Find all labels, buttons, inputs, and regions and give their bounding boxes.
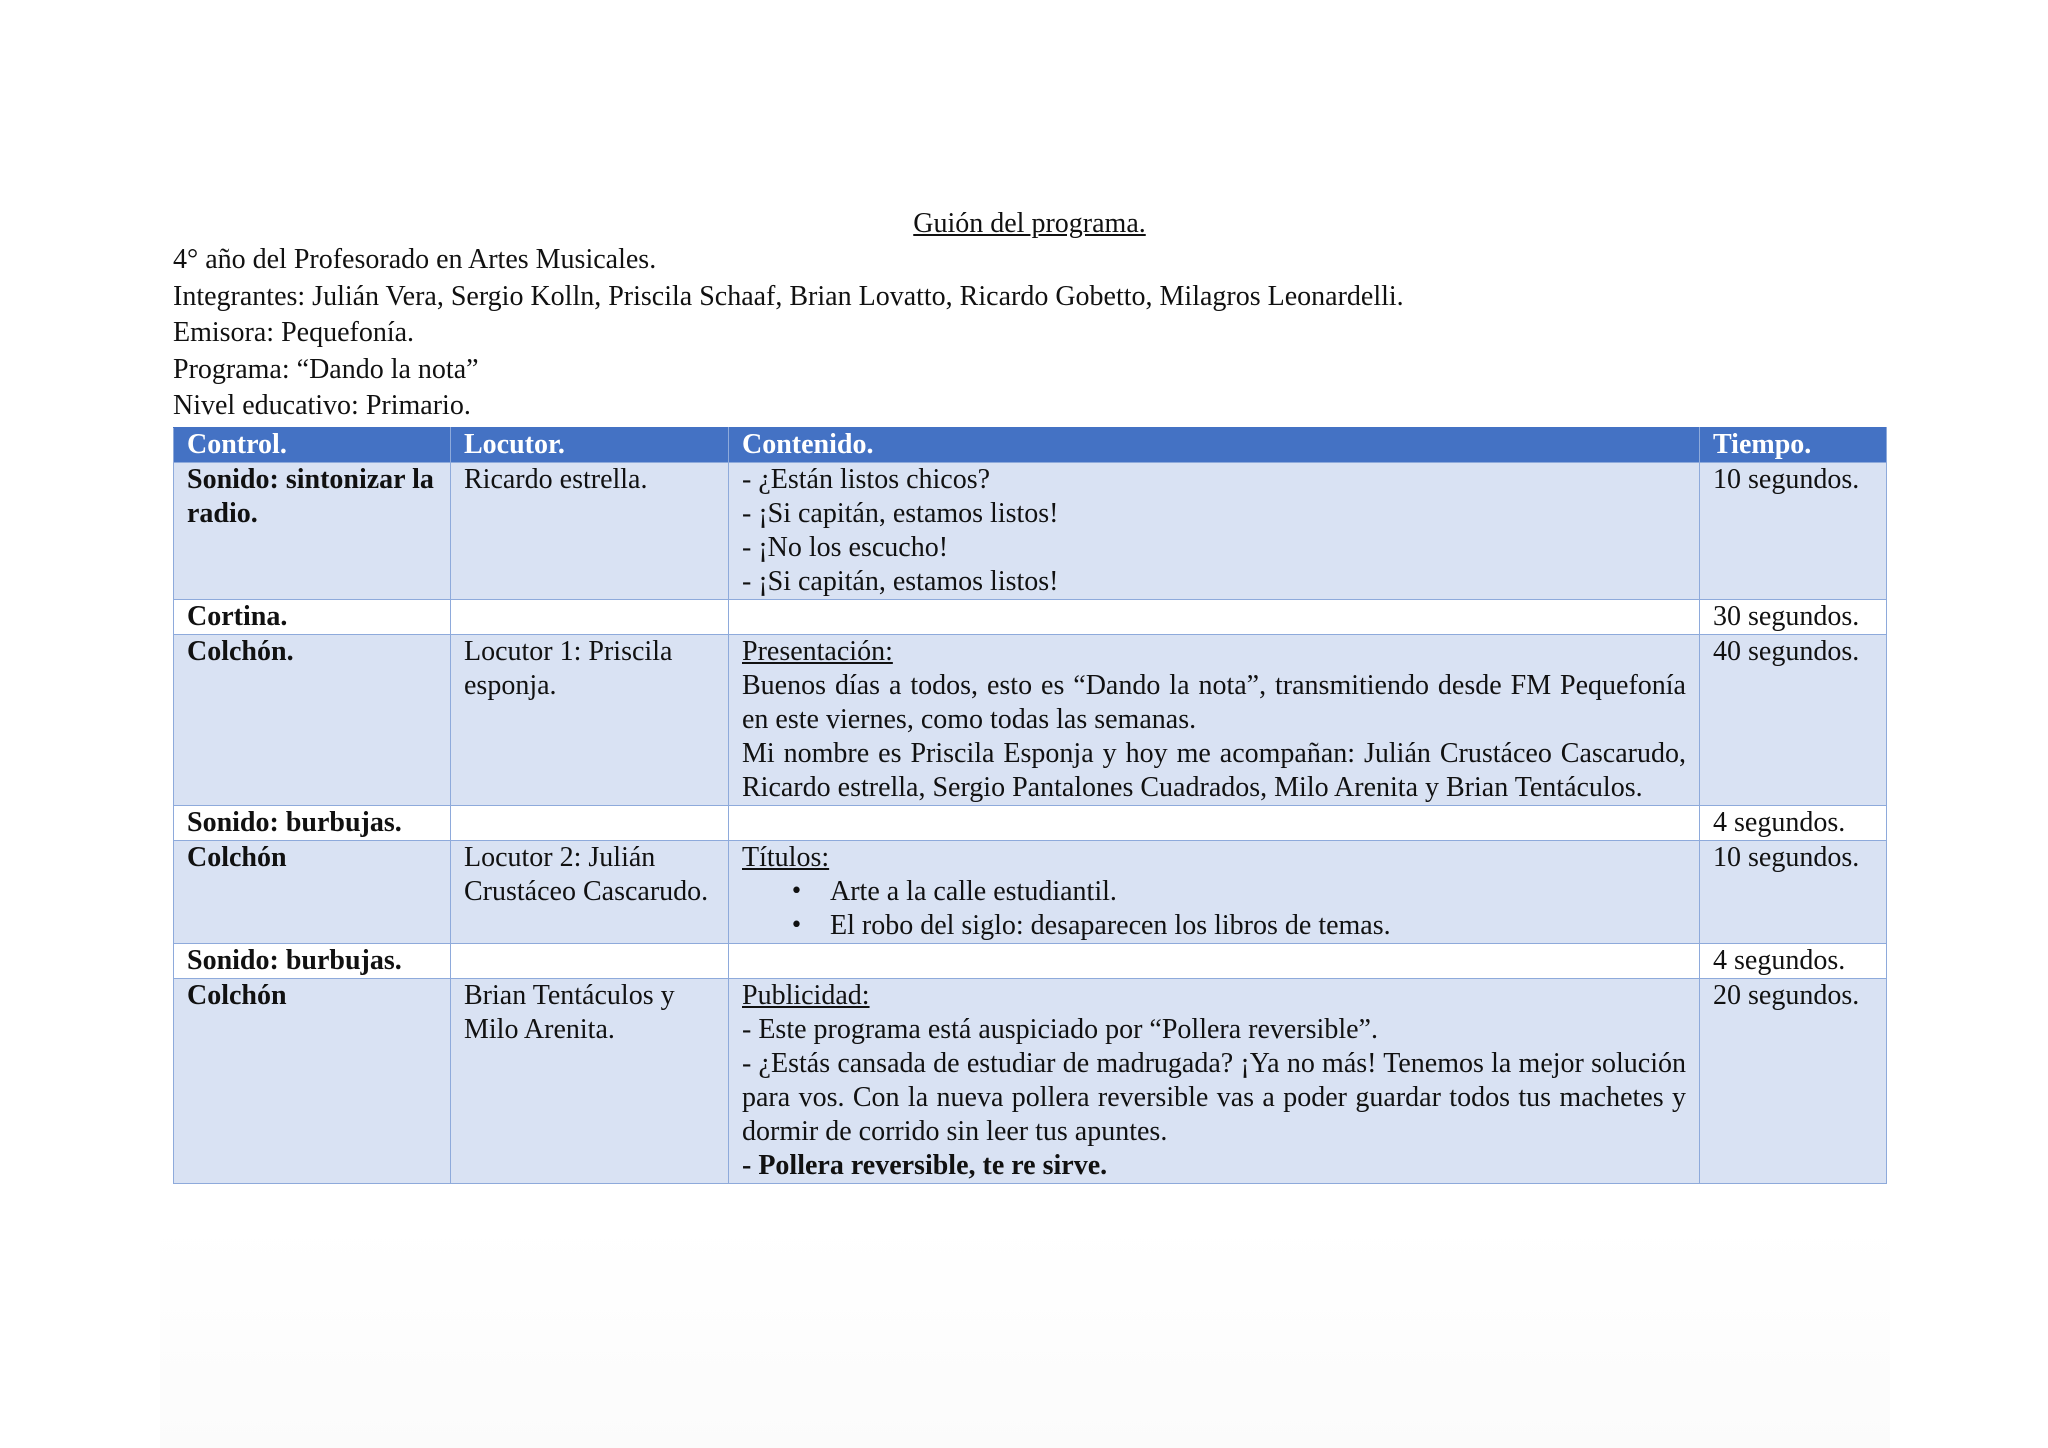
cell-contenido <box>729 840 1700 943</box>
list-item: • Arte a la calle estudiantil. <box>830 875 1686 909</box>
cell-control: Sonido: burbujas. <box>174 805 451 840</box>
titles-list <box>742 875 1686 943</box>
cell-tiempo: 20 segundos. <box>1700 978 1887 1183</box>
content-line: - Este programa está auspiciado por “Pollera reversible”. <box>742 1013 1378 1045</box>
cell-control: Colchón <box>174 840 451 943</box>
table-header-row <box>174 427 1887 462</box>
list-item: • El robo del siglo: desaparecen los libros de temas. <box>830 909 1686 943</box>
content-paragraph: Buenos días a todos, esto es “Dando la nota”, transmitiendo desde FM Pequefonía en este viernes, como todas las semanas. <box>742 669 1686 735</box>
header-contenido: Contenido. <box>729 427 1700 462</box>
script-table <box>173 427 1887 1184</box>
cell-contenido <box>729 634 1700 805</box>
cell-locutor: Locutor 2: Julián Crustáceo Cascarudo. <box>451 840 729 943</box>
cell-locutor <box>451 599 729 634</box>
content-line: - ¡Si capitán, estamos listos! <box>742 565 1059 597</box>
document-title: Guión del programa. <box>913 208 1146 239</box>
table-row <box>174 634 1887 805</box>
cell-control: Colchón <box>174 978 451 1183</box>
cell-contenido <box>729 978 1700 1183</box>
info-station: Emisora: Pequefonía. <box>173 317 415 348</box>
content-paragraph: Mi nombre es Priscila Esponja y hoy me acompañan: Julián Crustáceo Cascarudo, Ricardo estrella, Sergio Pantalones Cuadrados, Milo Arenita y Brian Tentáculos. <box>742 737 1686 803</box>
content-line: - ¡Si capitán, estamos listos! <box>742 497 1059 529</box>
cell-locutor <box>451 805 729 840</box>
cell-control: Cortina. <box>174 599 451 634</box>
content-paragraph: - ¿Estás cansada de estudiar de madrugada? ¡Ya no más! Tenemos la mejor solución para vos. Con la nueva pollera reversible vas a poder guardar todos tus machetes y dormir de corrido sin leer tus apuntes. <box>742 1047 1686 1147</box>
content-line: - ¡No los escucho! <box>742 531 949 563</box>
table-row <box>174 840 1887 943</box>
cell-control: Colchón. <box>174 634 451 805</box>
cell-tiempo: 30 segundos. <box>1700 599 1887 634</box>
slogan-dash: - <box>742 1149 759 1181</box>
cell-locutor: Ricardo estrella. <box>451 462 729 599</box>
page-bottom-area <box>160 1225 1890 1448</box>
content-heading: Publicidad: <box>742 979 870 1011</box>
document-body <box>173 206 1886 1184</box>
content-line: - ¿Están listos chicos? <box>742 463 991 495</box>
table-row <box>174 943 1887 978</box>
info-members: Integrantes: Julián Vera, Sergio Kolln, Priscila Schaaf, Brian Lovatto, Ricardo Gobetto, Milagros Leonardelli. <box>173 280 1404 312</box>
cell-control: Sonido: burbujas. <box>174 943 451 978</box>
header-locutor: Locutor. <box>451 427 729 462</box>
cell-tiempo: 4 segundos. <box>1700 805 1887 840</box>
cell-tiempo: 10 segundos. <box>1700 462 1887 599</box>
info-course: 4° año del Profesorado en Artes Musicales. <box>173 244 657 275</box>
content-heading: Presentación: <box>742 635 893 667</box>
info-level: Nivel educativo: Primario. <box>173 390 471 421</box>
table-row <box>174 462 1887 599</box>
cell-locutor <box>451 943 729 978</box>
content-heading: Títulos: <box>742 841 830 873</box>
cell-contenido <box>729 462 1700 599</box>
cell-contenido <box>729 943 1700 978</box>
cell-tiempo: 10 segundos. <box>1700 840 1887 943</box>
cell-locutor: Locutor 1: Priscila esponja. <box>451 634 729 805</box>
content-slogan <box>742 1149 1686 1183</box>
cell-contenido <box>729 805 1700 840</box>
slogan-text: Pollera reversible, te re sirve. <box>758 1149 1108 1181</box>
table-row <box>174 978 1887 1183</box>
table-row <box>174 805 1887 840</box>
cell-tiempo: 4 segundos. <box>1700 943 1887 978</box>
cell-contenido <box>729 599 1700 634</box>
cell-tiempo: 40 segundos. <box>1700 634 1887 805</box>
header-control: Control. <box>174 427 451 462</box>
info-program: Programa: “Dando la nota” <box>173 353 479 385</box>
header-tiempo: Tiempo. <box>1700 427 1887 462</box>
table-row <box>174 599 1887 634</box>
cell-locutor: Brian Tentáculos y Milo Arenita. <box>451 978 729 1183</box>
cell-control: Sonido: sintonizar la radio. <box>174 462 451 599</box>
